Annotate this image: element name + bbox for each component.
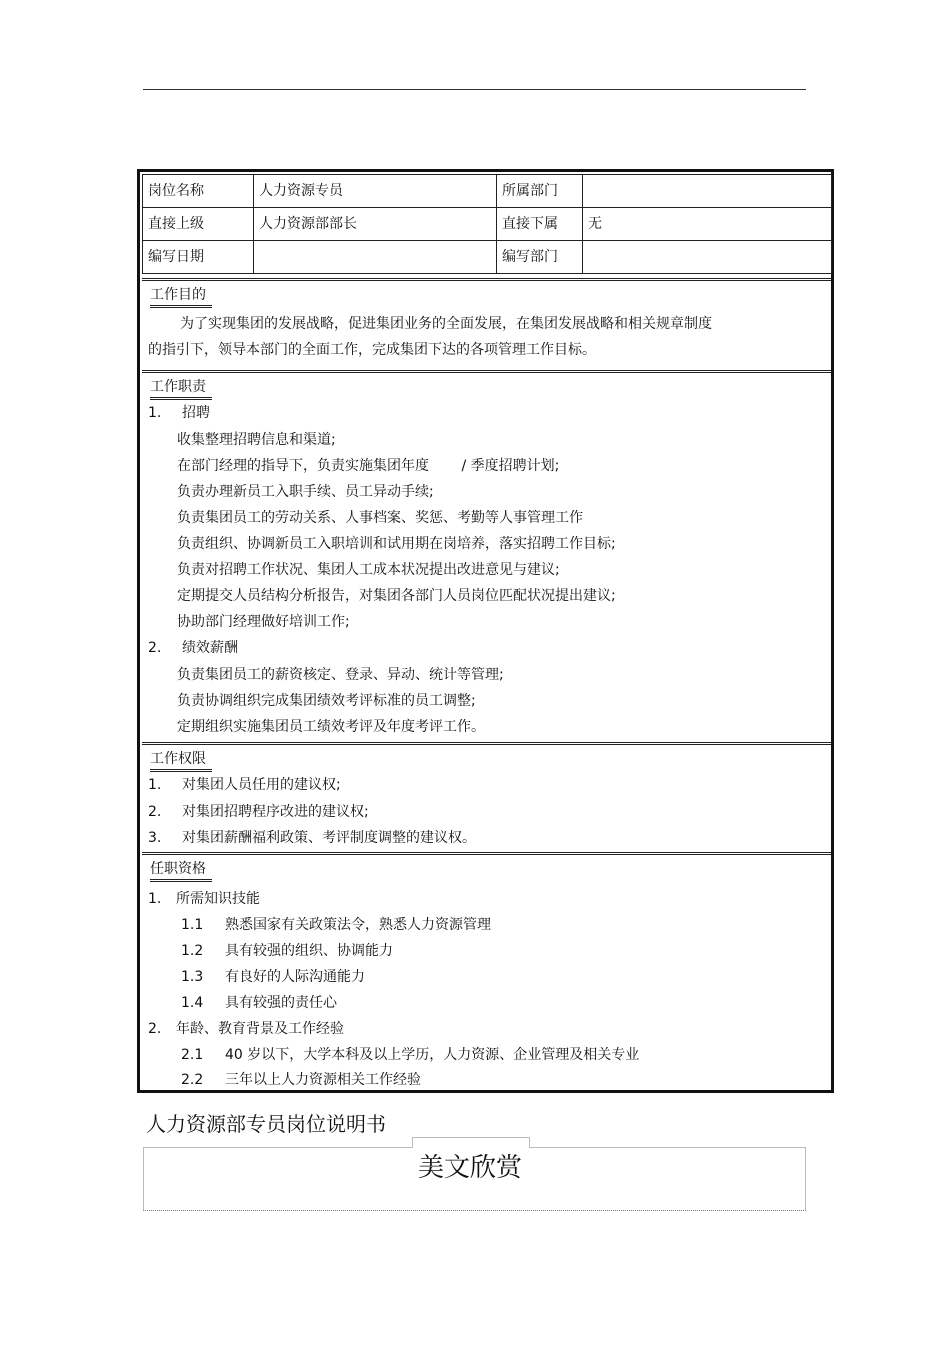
document-title: 人力资源部专员岗位说明书 bbox=[146, 1112, 386, 1136]
list-item: 负责协调组织完成集团绩效考评标准的员工调整; bbox=[177, 693, 476, 709]
list-item: 3. 对集团薪酬福利政策、考评制度调整的建议权。 bbox=[148, 830, 476, 846]
value-position-name: 人力资源专员 bbox=[254, 175, 497, 208]
list-item: 定期组织实施集团员工绩效考评及年度考评工作。 bbox=[177, 719, 485, 735]
list-item: 协助部门经理做好培训工作; bbox=[177, 614, 350, 630]
value-date bbox=[254, 241, 497, 274]
list-item: 2.2 三年以上人力资源相关工作经验 bbox=[181, 1072, 421, 1088]
job-description-form bbox=[137, 169, 834, 1093]
list-item: 2.1 40 岁以下，大学本科及以上学历，人力资源、企业管理及相关专业 bbox=[181, 1047, 640, 1063]
section-authority bbox=[142, 742, 831, 852]
label-supervisor: 直接上级 bbox=[143, 208, 254, 241]
purpose-line: 为了实现集团的发展战略，促进集团业务的全面发展，在集团发展战略和相关规章制度 bbox=[180, 316, 712, 332]
section-title: 任职资格 bbox=[150, 859, 212, 882]
qualification-group-heading: 1. 所需知识技能 bbox=[148, 891, 260, 907]
value-author-dept bbox=[583, 241, 832, 274]
section-purpose bbox=[142, 278, 831, 370]
value-supervisor: 人力资源部部长 bbox=[254, 208, 497, 241]
list-item: 1.2 具有较强的组织、协调能力 bbox=[181, 943, 393, 959]
top-rule bbox=[143, 89, 806, 90]
section-duties bbox=[142, 370, 831, 742]
list-item: 1. 对集团人员任用的建议权; bbox=[148, 777, 341, 793]
section-qualification bbox=[142, 852, 831, 1090]
section-title: 工作权限 bbox=[150, 749, 212, 772]
qualification-group-heading: 2. 年龄、教育背景及工作经验 bbox=[148, 1021, 344, 1037]
header-table bbox=[142, 174, 832, 274]
duty-group-heading: 2. 绩效薪酬 bbox=[148, 640, 238, 656]
list-item: 负责集团员工的劳动关系、人事档案、奖惩、考勤等人事管理工作 bbox=[177, 510, 583, 526]
list-item: 1.3 有良好的人际沟通能力 bbox=[181, 969, 365, 985]
value-department bbox=[583, 175, 832, 208]
table-row bbox=[143, 175, 832, 208]
list-item: 1.1 熟悉国家有关政策法令，熟悉人力资源管理 bbox=[181, 917, 491, 933]
list-item: 负责办理新员工入职手续、员工异动手续; bbox=[177, 484, 434, 500]
label-department: 所属部门 bbox=[497, 175, 583, 208]
duty-group-heading: 1. 招聘 bbox=[148, 405, 210, 421]
footer-tab bbox=[412, 1137, 530, 1148]
label-date: 编写日期 bbox=[143, 241, 254, 274]
label-subordinate: 直接下属 bbox=[497, 208, 583, 241]
list-item: 在部门经理的指导下，负责实施集团年度 / 季度招聘计划; bbox=[177, 458, 560, 474]
list-item: 负责组织、协调新员工入职培训和试用期在岗培养，落实招聘工作目标; bbox=[177, 536, 616, 552]
table-row bbox=[143, 208, 832, 241]
list-item: 1.4 具有较强的责任心 bbox=[181, 995, 337, 1011]
table-row bbox=[143, 241, 832, 274]
section-title: 工作职责 bbox=[150, 377, 212, 400]
list-item: 负责对招聘工作状况、集团人工成本状况提出改进意见与建议; bbox=[177, 562, 560, 578]
section-title: 工作目的 bbox=[150, 285, 212, 308]
value-subordinate: 无 bbox=[583, 208, 832, 241]
list-item: 收集整理招聘信息和渠道; bbox=[177, 432, 336, 448]
list-item: 2. 对集团招聘程序改进的建议权; bbox=[148, 804, 369, 820]
footer-text: 美文欣赏 bbox=[418, 1153, 523, 1183]
list-item: 定期提交人员结构分析报告，对集团各部门人员岗位匹配状况提出建议; bbox=[177, 588, 616, 604]
purpose-line: 的指引下，领导本部门的全面工作，完成集团下达的各项管理工作目标。 bbox=[148, 342, 596, 358]
label-position-name: 岗位名称 bbox=[143, 175, 254, 208]
label-author-dept: 编写部门 bbox=[497, 241, 583, 274]
list-item: 负责集团员工的薪资核定、登录、异动、统计等管理; bbox=[177, 667, 504, 683]
